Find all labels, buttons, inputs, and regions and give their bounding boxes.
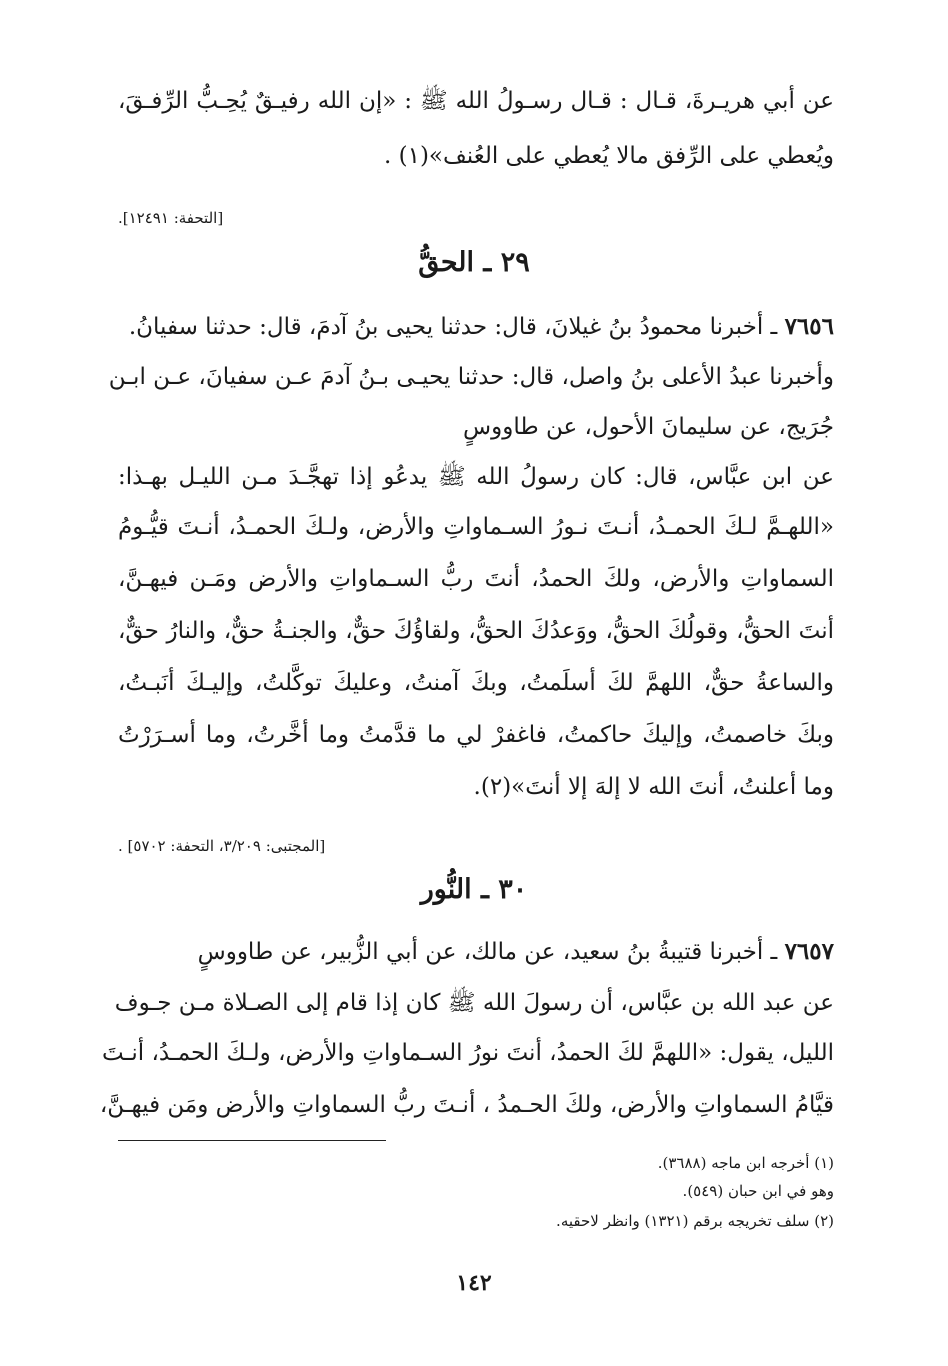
text-line: السماواتِ والأرض، ولكَ الحمدُ، أنتَ ربُّ السـماواتِ والأرض ومَـن فيهـنَّ، (118, 566, 834, 592)
text-line: أنتَ الحقُّ، وقولُكَ الحقُّ، ووَعدُكَ الحقُّ، ولقاؤُكَ حقٌّ، والجنـةُ حقٌّ، والنارُ حقٌّ، (118, 618, 834, 644)
text-line: عن عبد الله بن عبَّاس، أن رسولَ الله ﷺ كان إذا قام إلى الصـلاة مـن جـوف (114, 990, 834, 1016)
text-line: عن أبي هريـرةَ، قـال : قـال رسـولُ الله ﷺ : «إن الله رفيـقٌ يُحِـبُّ الرِّفـقَ، (118, 88, 834, 114)
footnote: (١) أخرجه ابن ماجه (٣٦٨٨). (657, 1154, 834, 1172)
text-line: «اللهـمَّ لـكَ الحمـدُ، أنـتَ نـورُ السـماواتِ والأرض، ولـكَ الحمـدُ، أنـتَ قيُّـومُ (118, 514, 834, 540)
hadith-text: ـ أخبرنا قتيبةُ بنُ سعيد، عن مالك، عن أبي الزُّبير، عن طاووسٍ (197, 939, 778, 965)
text-line: ويُعطي على الرِّفق مالا يُعطي على العُنف»(١) . (383, 143, 834, 169)
text-line: وما أعلنتُ، أنتَ الله لا إلهَ إلا أنتَ»(٢). (473, 774, 834, 800)
section-heading: ٢٩ ـ الحقُّ (418, 247, 530, 278)
hadith-text: ـ أخبرنا محمودُ بنُ غيلانَ، قال: حدثنا يحيى بنُ آدمَ، قال: حدثنا سفيانُ. (128, 314, 778, 340)
text-line: الليل، يقول: «اللهمَّ لكَ الحمدُ، أنتَ نورُ السـماواتِ والأرض، ولـكَ الحمـدُ، أنـتَ (102, 1040, 834, 1066)
footnote-separator (118, 1140, 386, 1141)
text-line: قيَّامُ السماواتِ والأرض، ولكَ الحـمدُ ، أنـتَ ربُّ السماواتِ والأرض ومَن فيهـنَّ، (99, 1092, 834, 1118)
reference-note: [التحفة: ١٢٤٩١]. (118, 209, 224, 227)
text-line: والساعةُ حقٌّ، اللهمَّ لكَ أسلَمتُ، وبكَ آمنتُ، وعليكَ توكَّلتُ، وإليـكَ أنَبـتُ، (118, 670, 834, 696)
page-number: ١٤٢ (456, 1270, 492, 1296)
text-line: جُرَيج، عن سليمانَ الأحول، عن طاووسٍ (463, 414, 834, 440)
text-line: وأخبرنا عبدُ الأعلى بنُ واصل، قال: حدثنا يحيـى بـنُ آدمَ عـن سفيانَ، عـن ابـن (108, 364, 834, 390)
section-heading: ٣٠ ـ النُّور (420, 874, 528, 905)
footnote: (٢) سلف تخريجه برقم (١٣٢١) وانظر لاحقيه. (556, 1212, 834, 1230)
text-line: وبكَ خاصمتُ، وإليكَ حاكمتُ، فاغفرْ لي ما قدَّمتُ وما أخَّرتُ، وما أسـرَرْتُ (118, 722, 834, 748)
hadith-number: ٧٦٥٧ (784, 938, 834, 965)
reference-note: [المجتبى: ٣/٢٠٩، التحفة: ٥٧٠٢] . (118, 837, 326, 855)
text-line: عن ابن عبَّاس، قال: كان رسولُ الله ﷺ يدعُو إذا تهجَّـدَ مـن الليـل بهـذا: (118, 464, 834, 490)
footnote: وهو في ابن حبان (٥٤٩). (682, 1182, 834, 1200)
hadith-first-line (118, 935, 834, 969)
hadith-first-line (118, 310, 834, 344)
hadith-number: ٧٦٥٦ (784, 313, 834, 340)
